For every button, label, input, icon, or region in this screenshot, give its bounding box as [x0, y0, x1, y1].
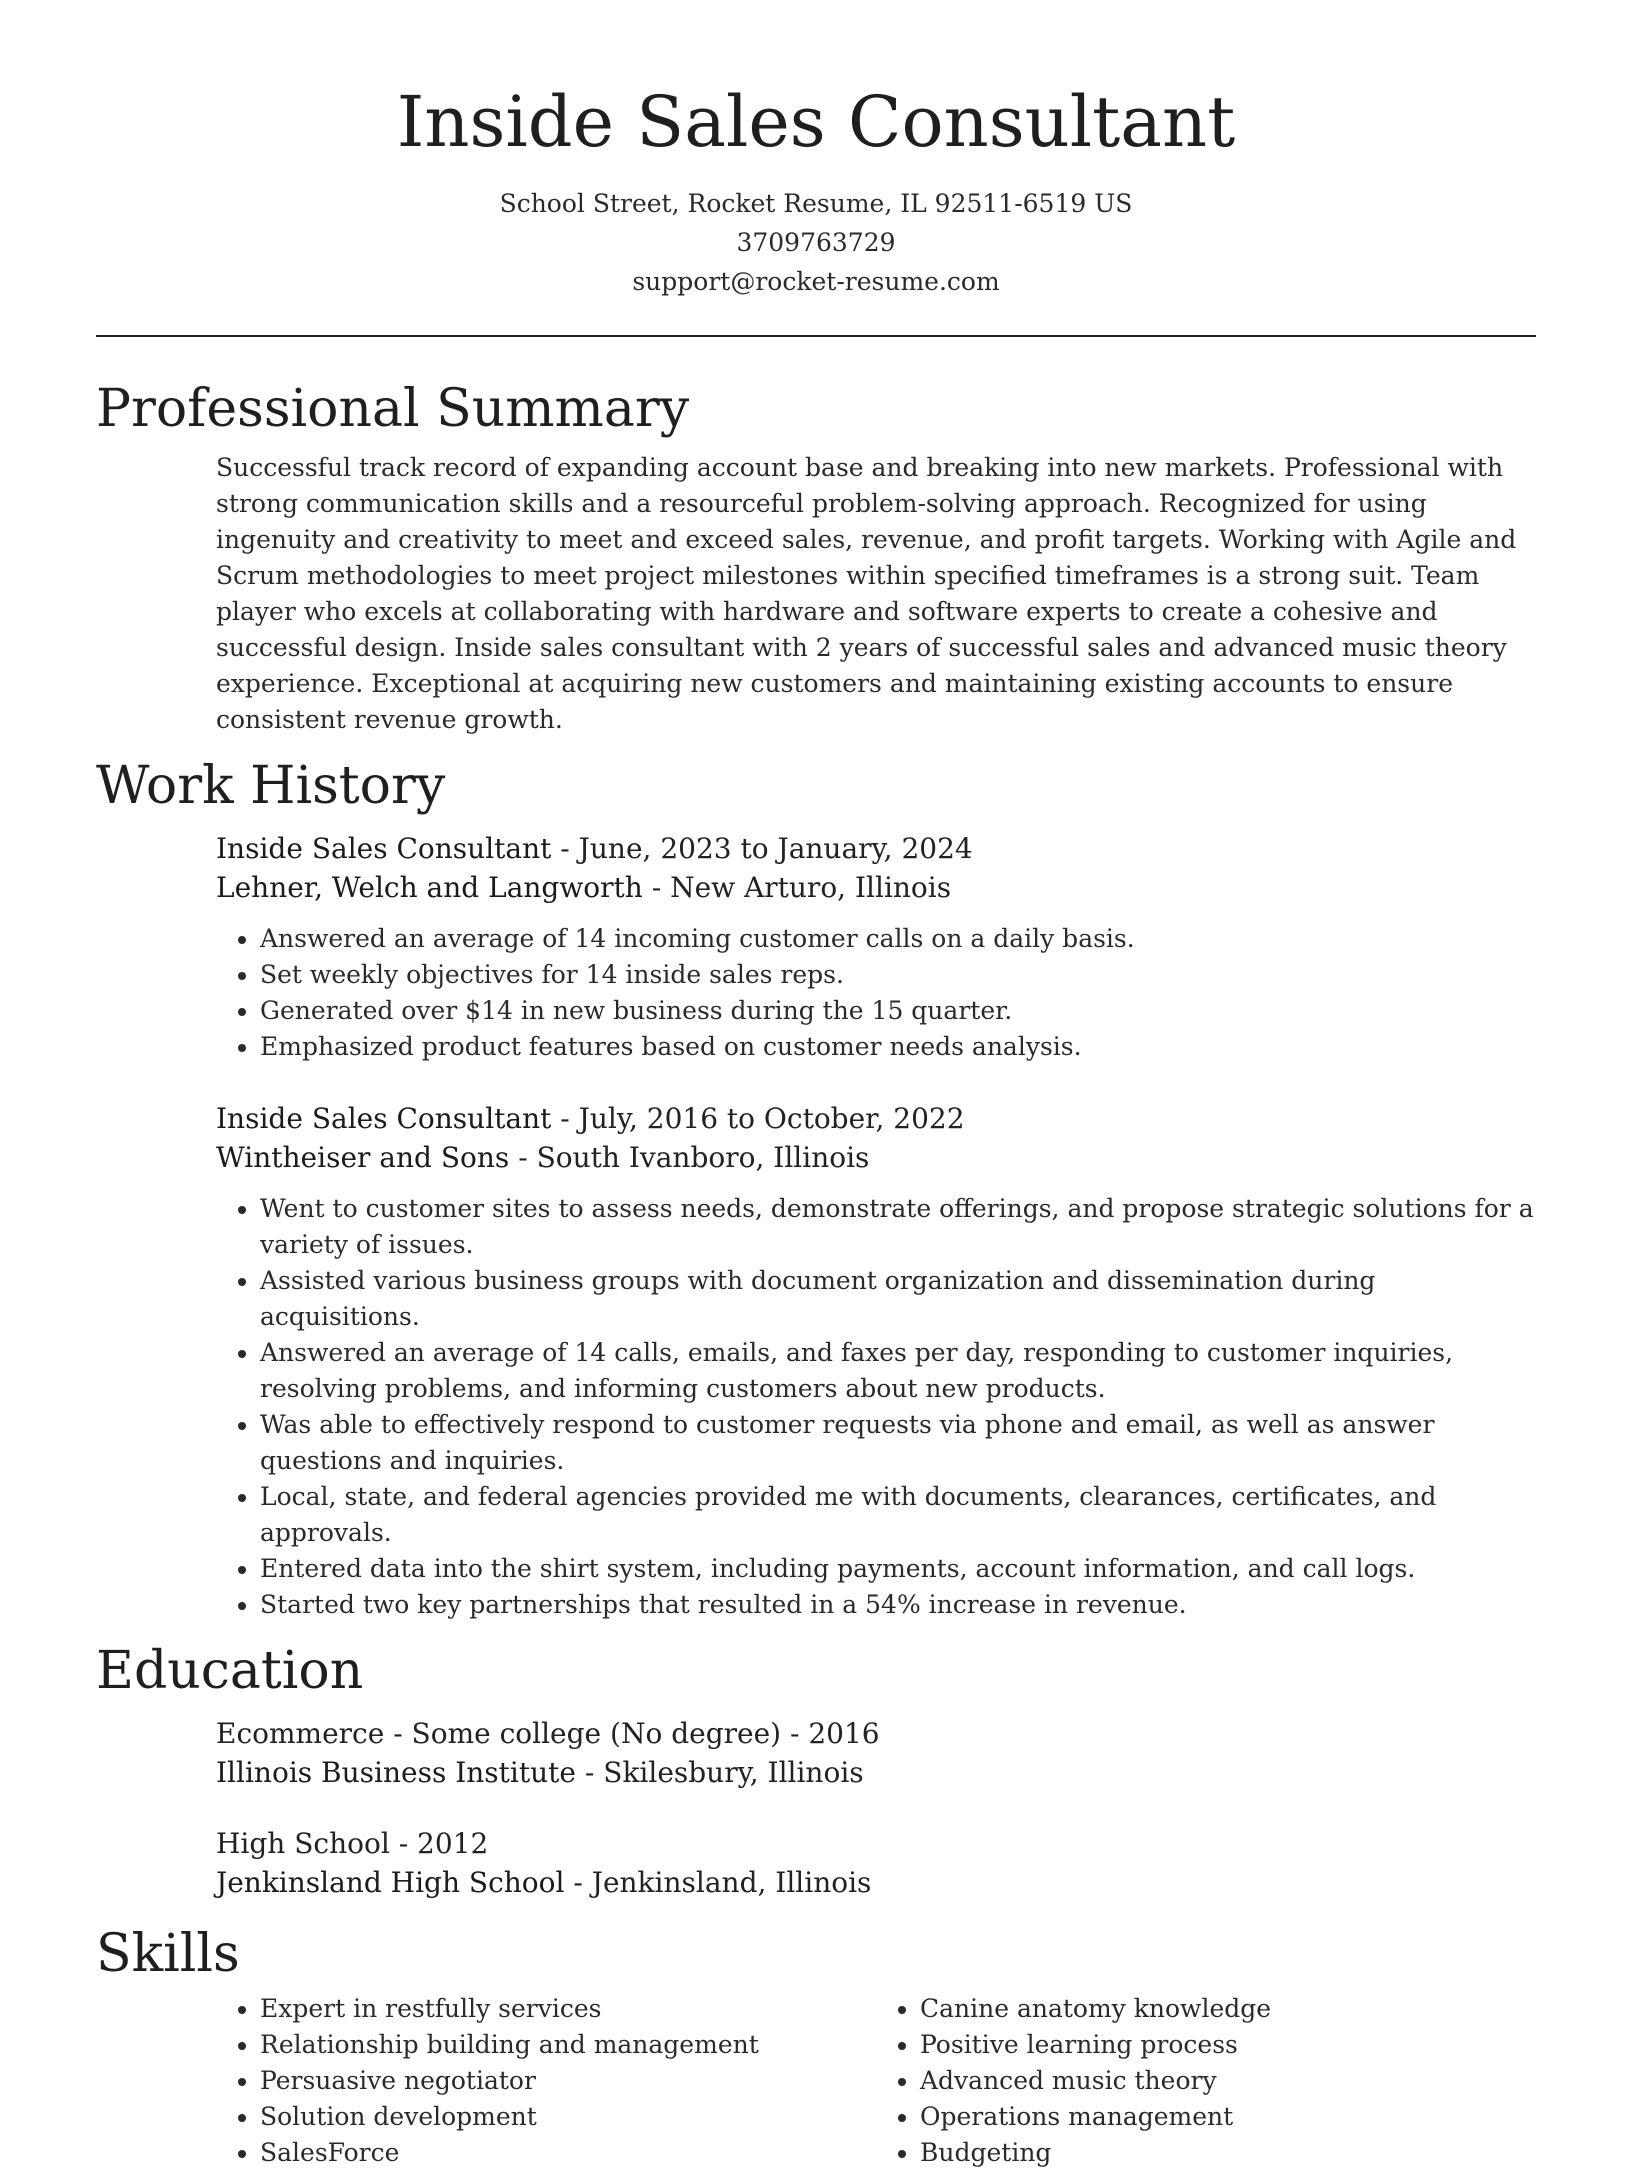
- email: support@rocket-resume.com: [632, 267, 1000, 296]
- list-item: • Assisted various business groups with document organization and dissemination during acquisitions.: [260, 1263, 1536, 1335]
- list-item: • Answered an average of 14 calls, emails, and faxes per day, responding to customer inquiries, resolving problems, and informing customers about new products.: [260, 1335, 1536, 1407]
- job-entry: [216, 829, 1536, 1065]
- education-school-line: [216, 1863, 1536, 1902]
- skills-list-left: [216, 1991, 876, 2171]
- header-divider: [96, 335, 1536, 337]
- skills-list-right: [876, 1991, 1536, 2171]
- education-heading: Education: [96, 1641, 364, 1701]
- contact-info: [0, 184, 1632, 301]
- list-item: • Positive learning process: [920, 2027, 1536, 2063]
- job-company: Lehner, Welch and Langworth: [216, 871, 643, 904]
- job-dates: - July, 2016 to October, 2022: [551, 1102, 965, 1135]
- list-item: • Canine anatomy knowledge: [920, 1991, 1536, 2027]
- summary-heading: Professional Summary: [96, 379, 690, 439]
- list-item: • Budgeting: [920, 2135, 1536, 2171]
- list-item: • Started two key partnerships that resulted in a 54% increase in revenue.: [260, 1587, 1536, 1623]
- education-entry: [216, 1714, 1536, 1792]
- job-bullets: [216, 1191, 1536, 1623]
- skills-heading: Skills: [96, 1924, 240, 1984]
- work-history-heading: Work History: [96, 756, 446, 816]
- list-item: • Answered an average of 14 incoming customer calls on a daily basis.: [260, 921, 1536, 957]
- job-company-line: [216, 1138, 1536, 1177]
- list-item: • Advanced music theory: [920, 2063, 1536, 2099]
- list-item: • Emphasized product features based on customer needs analysis.: [260, 1029, 1536, 1065]
- job-location: - New Arturo, Illinois: [642, 871, 952, 904]
- job-company-line: [216, 868, 1536, 907]
- job-entry: [216, 1099, 1536, 1623]
- education-section: [96, 1639, 1536, 1902]
- job-bullets: [216, 921, 1536, 1065]
- list-item: • Solution development: [260, 2099, 876, 2135]
- skills-section: [96, 1922, 1536, 2171]
- education-location: - Jenkinsland, Illinois: [564, 1866, 872, 1899]
- education-degree: High School - 2012: [216, 1827, 489, 1860]
- skills-grid: [216, 1991, 1536, 2171]
- phone: 3709763729: [736, 228, 896, 257]
- job-dates: - June, 2023 to January, 2024: [551, 832, 973, 865]
- summary-section: [96, 377, 1536, 738]
- work-history-section: [96, 754, 1536, 1623]
- list-item: • Persuasive negotiator: [260, 2063, 876, 2099]
- education-school-line: [216, 1753, 1536, 1792]
- job-role: Inside Sales Consultant: [216, 832, 552, 865]
- list-item: • Went to customer sites to assess needs, demonstrate offerings, and propose strategic solutions for a variety of issues.: [260, 1191, 1536, 1263]
- list-item: • Generated over $14 in new business during the 15 quarter.: [260, 993, 1536, 1029]
- job-role: Inside Sales Consultant: [216, 1102, 552, 1135]
- list-item: • SalesForce: [260, 2135, 876, 2171]
- list-item: • Operations management: [920, 2099, 1536, 2135]
- education-degree: Ecommerce - Some college (No degree) - 2016: [216, 1717, 880, 1750]
- job-company: Wintheiser and Sons: [216, 1141, 510, 1174]
- summary-text: Successful track record of expanding account base and breaking into new markets. Professional with strong communication skills and a resourceful problem-solving approach. Recognized for using ingenuity and creativity to meet and exceed sales, revenue, and profit targets. Working with Agile and Scrum methodologies to meet project milestones within specified timeframes is a strong suit. Team player who excels at collaborating with hardware and software experts to create a cohesive and successful design. Inside sales consultant with 2 years of successful sales and advanced music theory experience. Exceptional at acquiring new customers and maintaining existing accounts to ensure consistent revenue growth.: [216, 453, 1517, 734]
- job-title-line: [216, 829, 1536, 868]
- job-title-line: [216, 1099, 1536, 1138]
- list-item: • Expert in restfully services: [260, 1991, 876, 2027]
- education-school: Illinois Business Institute: [216, 1756, 576, 1789]
- education-entry: [216, 1824, 1536, 1902]
- resume-header: [0, 0, 1632, 301]
- list-item: • Local, state, and federal agencies provided me with documents, clearances, certificates, and approvals.: [260, 1479, 1536, 1551]
- list-item: • Entered data into the shirt system, including payments, account information, and call logs.: [260, 1551, 1536, 1587]
- resume-title: Inside Sales Consultant: [396, 81, 1236, 163]
- education-school: Jenkinsland High School: [216, 1866, 565, 1899]
- list-item: • Relationship building and management: [260, 2027, 876, 2063]
- list-item: • Was able to effectively respond to customer requests via phone and email, as well as answer questions and inquiries.: [260, 1407, 1536, 1479]
- list-item: • Set weekly objectives for 14 inside sales reps.: [260, 957, 1536, 993]
- job-location: - South Ivanboro, Illinois: [509, 1141, 870, 1174]
- education-location: - Skilesbury, Illinois: [576, 1756, 864, 1789]
- address: School Street, Rocket Resume, IL 92511-6519 US: [499, 189, 1133, 218]
